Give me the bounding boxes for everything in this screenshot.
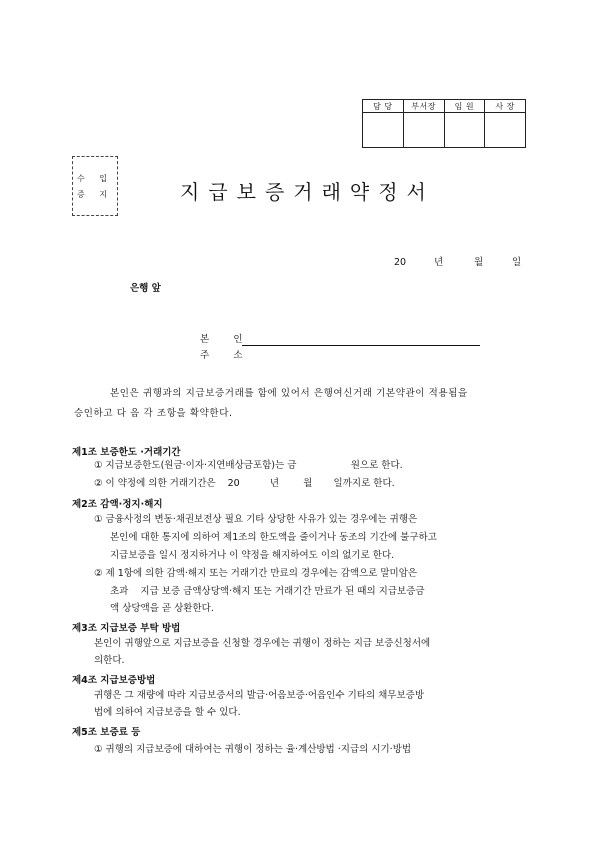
article-5-line-1: ① 귀행의 지급보증에 대하여는 귀행이 정하는 율·계산방법 ·지급의 시기·방법 (94, 744, 412, 755)
date-year: 년 (434, 257, 444, 268)
document-title: 지급보증거래약정서 (180, 180, 435, 204)
approval-header-president: 사 장 (485, 100, 526, 113)
approval-header-staff: 담 당 (363, 100, 404, 113)
article-2-line-5: 초과 지급 보증 금액상당액·해지 또는 거래기간 만료가 된 때의 지급보증금 (110, 586, 425, 597)
principal-label: 본 인 (200, 334, 243, 345)
date-day: 일 (512, 257, 522, 268)
approval-table (362, 99, 526, 148)
article-2-line-3: 지급보증을 일시 정지하거나 이 약정을 해지하여도 이의 없기로 한다. (110, 550, 395, 561)
article-3-line-2: 의한다. (94, 655, 125, 666)
article-4-line-1: 귀행은 그 재량에 따라 지급보증서의 발급·어음보증·어음인수 기타의 채무보증방 (94, 690, 425, 701)
approval-sign-president[interactable] (485, 113, 526, 148)
article-1-line-1: ① 지급보증한도(원금·이자·지연배상금포함)는 금 원으로 한다. (94, 460, 403, 471)
article-2-line-2: 본인에 대한 통지에 의하여 제1조의 한도액을 줄이거나 동조의 기간에 불구하고 (110, 532, 437, 543)
article-4-heading: 제4조 지급보증방법 (72, 675, 156, 686)
article-3-line-1: 본인이 귀행앞으로 지급보증을 신청할 경우에는 귀행이 정하는 지급 보증신청서에 (94, 638, 431, 649)
approval-header-executive: 임 원 (444, 100, 485, 113)
article-5-heading: 제5조 보증료 등 (72, 727, 141, 738)
approval-sign-executive[interactable] (444, 113, 485, 148)
article-2-line-1: ① 금융사정의 변동·채권보전상 필요 기타 상당한 사유가 있는 경우에는 귀행은 (94, 514, 418, 525)
article-1-heading: 제1조 보증한도 ·거래기간 (72, 447, 181, 458)
date-year-prefix: 20 (394, 257, 407, 268)
article-2-line-6: 액 상당액을 곧 상환한다. (110, 603, 214, 614)
principal-signature-line[interactable] (242, 345, 480, 346)
article-3-heading: 제3조 지급보증 부탁 방법 (72, 623, 181, 634)
revenue-stamp-box (72, 156, 118, 216)
article-1-line-2: ② 이 약정에 의한 거래기간은 20 년 월 일까지로 한다. (94, 478, 395, 489)
intro-line-2: 승인하고 다 음 각 조항을 확약한다. (74, 408, 233, 419)
approval-sign-dept-head[interactable] (403, 113, 444, 148)
article-2-heading: 제2조 감액·정지·해지 (72, 499, 163, 510)
article-4-line-2: 법에 의하여 지급보증을 할 수 있다. (94, 707, 241, 718)
stamp-label-line1: 수 입 (77, 174, 113, 183)
date-month: 월 (474, 257, 484, 268)
address-label: 주 소 (200, 350, 243, 361)
article-2-line-4: ② 제 1항에 의한 감액·해지 또는 거래기간 만료의 경우에는 감액으로 말미암은 (94, 568, 418, 579)
approval-header-dept-head: 부서장 (403, 100, 444, 113)
addressee: 은행 앞 (130, 283, 161, 294)
approval-sign-staff[interactable] (363, 113, 404, 148)
intro-line-1: 본인은 귀행과의 지급보증거래를 함에 있어서 은행여신거래 기본약관이 적용됨을 (110, 388, 468, 399)
stamp-label-line2: 증 지 (77, 190, 113, 199)
